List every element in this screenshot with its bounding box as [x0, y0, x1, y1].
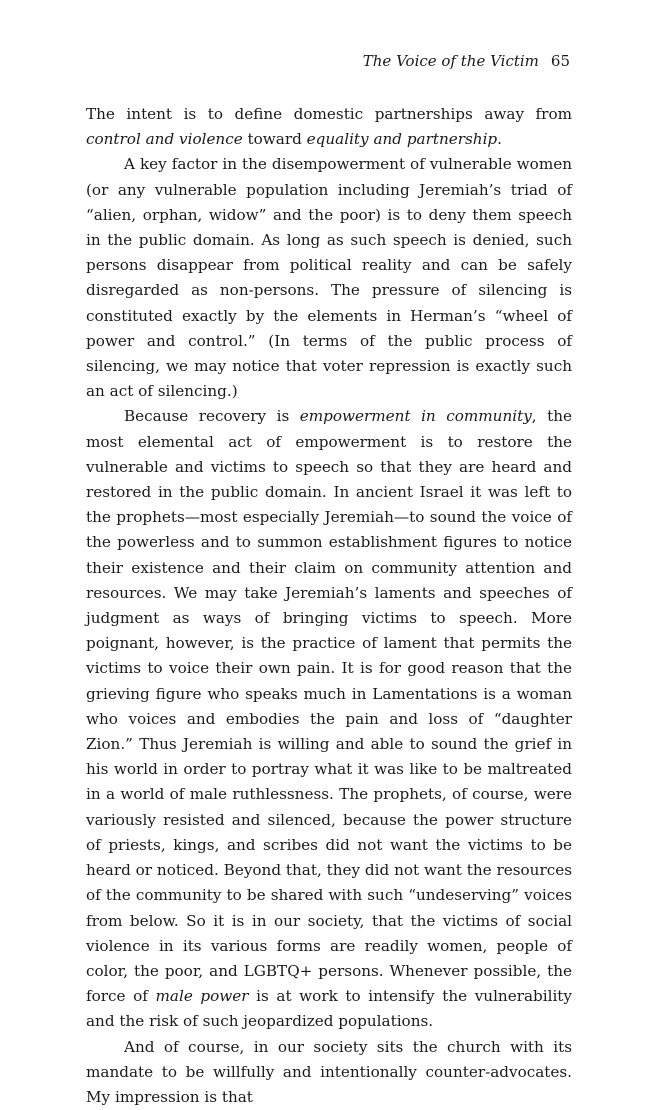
paragraph-3 [86, 404, 572, 1034]
body-text [86, 102, 572, 1110]
text-segment: is at work to intensify the vulnerability and the risk of such jeopardized populations. [86, 987, 572, 1031]
paragraph-1 [86, 102, 572, 152]
italic-phrase: male power [155, 987, 249, 1006]
paragraph-4 [86, 1035, 572, 1110]
text-segment: The intent is to define domestic partnerships away from [86, 105, 572, 123]
running-head [363, 52, 570, 70]
text-segment: toward [242, 130, 307, 149]
paragraph-2 [86, 152, 572, 404]
text-segment: . [497, 130, 502, 149]
text-segment: A key factor in the disempowerment of vulnerable women (or any vulnerable population including Jeremiah’s triad of “alien, orphan, widow” and the poor) is to deny them speech in the public domain. As long as such speech is denied, such persons disappear from political reality and can be safely disregarded as non-persons. The pressure of silencing is constituted exactly by the elements in Herman’s “wheel of power and control.” (In terms of the public process of silencing, we may notice that voter repression is exactly such an act of silencing.) [86, 155, 572, 401]
text-segment: Because recovery is [124, 407, 300, 426]
italic-phrase: control and violence [86, 130, 243, 149]
text-segment: , the most elemental act of empowerment is to restore the vulnerable and victims to speech so that they are heard and restored in the public domain. In ancient Israel it was left to the prophets—most especially Jeremiah—to sound the voice of the powerless and to summon establishment figures to notice their existence and their claim on community attention and resources. We may take Jeremiah’s laments and speeches of judgment as ways of bringing victims to speech. More poignant, however, is the practice of lament that permits the victims to voice their own pain. It is for good reason that the grieving figure who speaks much in Lamentations is a woman who voices and embodies the pain and loss of “daughter Zion.” Thus Jeremiah is willing and able to sound the grief in his world in order to portray what it was like to be maltreated in a world of male ruthlessness. The prophets, of course, were variously resisted and silenced, because the power structure of priests, kings, and scribes did not want the victims to be heard or noticed. Beyond that, they did not want the resources of the community to be shared with such “undeserving” voices from below. So it is in our society, that the victims of social violence in its various forms are readily women, people of color, the poor, and LGBTQ+ persons. Whenever possible, the force of [86, 407, 572, 1006]
italic-phrase: empowerment in community [299, 407, 532, 426]
page-number: 65 [550, 52, 570, 70]
italic-phrase: equality and partnership [306, 130, 498, 149]
text-segment: And of course, in our society sits the church with its mandate to be willfully and intentionally counter-advocates. My impression is that [86, 1037, 572, 1106]
running-head-title: The Voice of the Victim [362, 52, 539, 70]
